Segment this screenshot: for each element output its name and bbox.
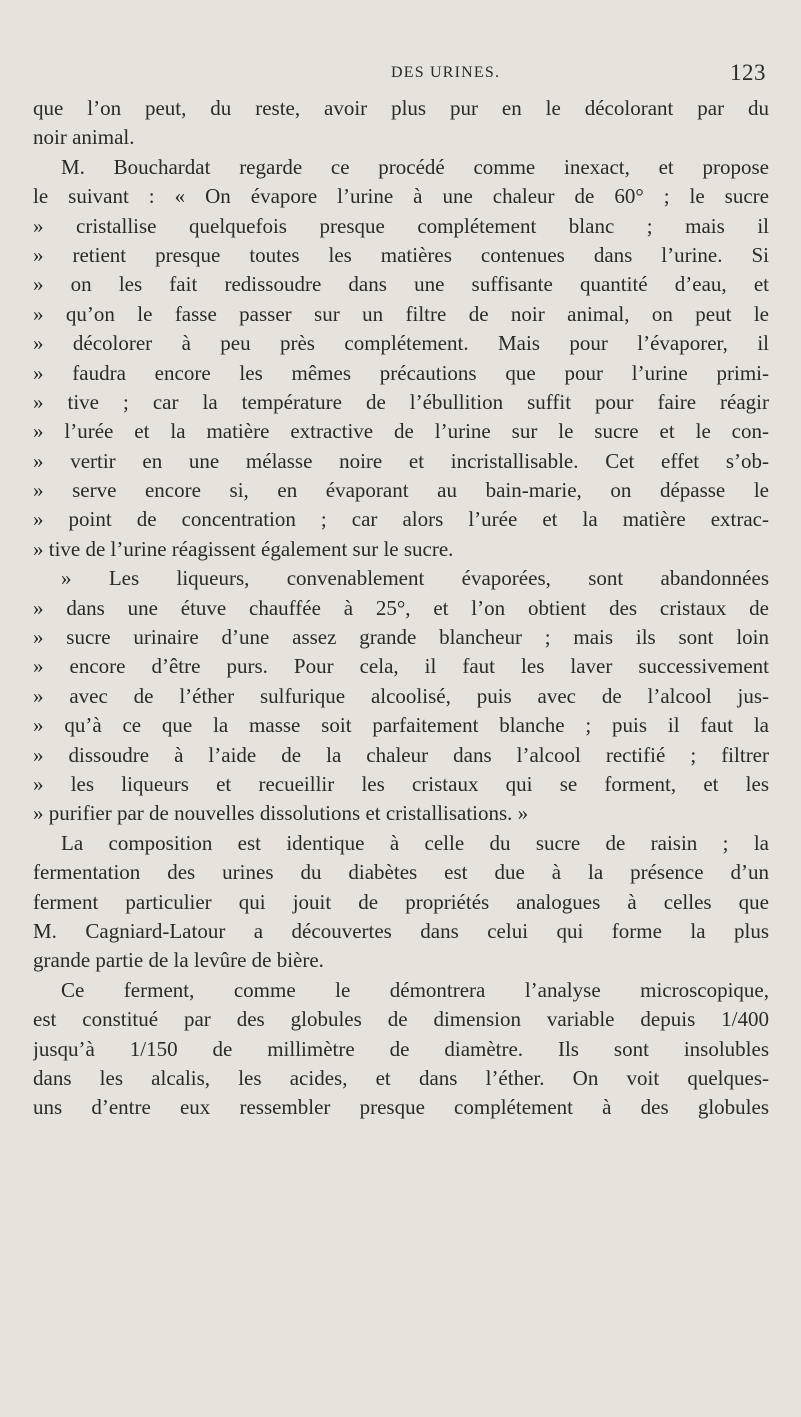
text-line: » retient presque toutes les matières contenues dans l’urine. Si bbox=[33, 242, 769, 267]
text-line: » encore d’être purs. Pour cela, il faut les laver successivement bbox=[33, 654, 769, 679]
text-line: Ce ferment, comme le démontrera l’analyse microscopique, bbox=[61, 977, 769, 1002]
text-line: La composition est identique à celle du sucre de raisin ; la bbox=[61, 830, 769, 855]
text-line: » purifier par de nouvelles dissolutions et cristallisations. » bbox=[33, 801, 529, 826]
text-line: » tive ; car la température de l’ébullition suffit pour faire réagir bbox=[33, 389, 769, 414]
text-line: » vertir en une mélasse noire et incristallisable. Cet effet s’ob- bbox=[33, 448, 769, 473]
text-line: » dans une étuve chauffée à 25°, et l’on obtient des cristaux de bbox=[33, 595, 769, 620]
text-line: que l’on peut, du reste, avoir plus pur en le décolorant par du bbox=[33, 96, 769, 120]
text-line: » les liqueurs et recueillir les cristaux qui se forment, et les bbox=[33, 771, 769, 796]
text-line: ferment particulier qui jouit de propriétés analogues à celles que bbox=[33, 889, 769, 914]
running-head bbox=[33, 60, 769, 94]
text-line: » faudra encore les mêmes précautions que pour l’urine primi- bbox=[33, 360, 769, 385]
text-line: » sucre urinaire d’une assez grande blancheur ; mais ils sont loin bbox=[33, 625, 769, 650]
body-text bbox=[33, 94, 769, 1123]
text-line: dans les alcalis, les acides, et dans l’éther. On voit quelques- bbox=[33, 1065, 769, 1090]
text-line: jusqu’à 1/150 de millimètre de diamètre. Ils sont insolubles bbox=[33, 1036, 769, 1061]
text-line: » point de concentration ; car alors l’urée et la matière extrac- bbox=[33, 507, 769, 532]
text-line: le suivant : « On évapore l’urine à une chaleur de 60° ; le sucre bbox=[33, 184, 769, 209]
text-line: » serve encore si, en évaporant au bain-marie, on dépasse le bbox=[33, 478, 769, 503]
text-line: fermentation des urines du diabètes est due à la présence d’un bbox=[33, 860, 769, 885]
text-line: » qu’à ce que la masse soit parfaitement blanche ; puis il faut la bbox=[33, 713, 769, 738]
text-line: uns d’entre eux ressembler presque complétement à des globules bbox=[33, 1095, 769, 1120]
text-line: » l’urée et la matière extractive de l’urine sur le sucre et le con- bbox=[33, 419, 769, 444]
text-line: grande partie de la levûre de bière. bbox=[33, 948, 324, 973]
text-line: » décolorer à peu près complétement. Mais pour l’évaporer, il bbox=[33, 331, 769, 356]
text-line: M. Bouchardat regarde ce procédé comme inexact, et propose bbox=[61, 154, 769, 179]
text-line: » on les fait redissoudre dans une suffisante quantité d’eau, et bbox=[33, 272, 769, 297]
page-number: 123 bbox=[730, 60, 766, 85]
running-head-title: DES URINES. bbox=[391, 64, 501, 81]
text-line: M. Cagniard-Latour a découvertes dans celui qui forme la plus bbox=[33, 918, 769, 943]
text-line: » cristallise quelquefois presque complétement blanc ; mais il bbox=[33, 213, 769, 238]
text-line: » tive de l’urine réagissent également sur le sucre. bbox=[33, 536, 454, 561]
text-line: est constitué par des globules de dimension variable depuis 1/400 bbox=[33, 1007, 769, 1032]
text-line: » qu’on le fasse passer sur un filtre de noir animal, on peut le bbox=[33, 301, 769, 326]
text-line: noir animal. bbox=[33, 125, 135, 150]
text-line: » Les liqueurs, convenablement évaporées, sont abandonnées bbox=[61, 566, 769, 591]
text-line: » dissoudre à l’aide de la chaleur dans l’alcool rectifié ; filtrer bbox=[33, 742, 769, 767]
text-line: » avec de l’éther sulfurique alcoolisé, puis avec de l’alcool jus- bbox=[33, 683, 769, 708]
